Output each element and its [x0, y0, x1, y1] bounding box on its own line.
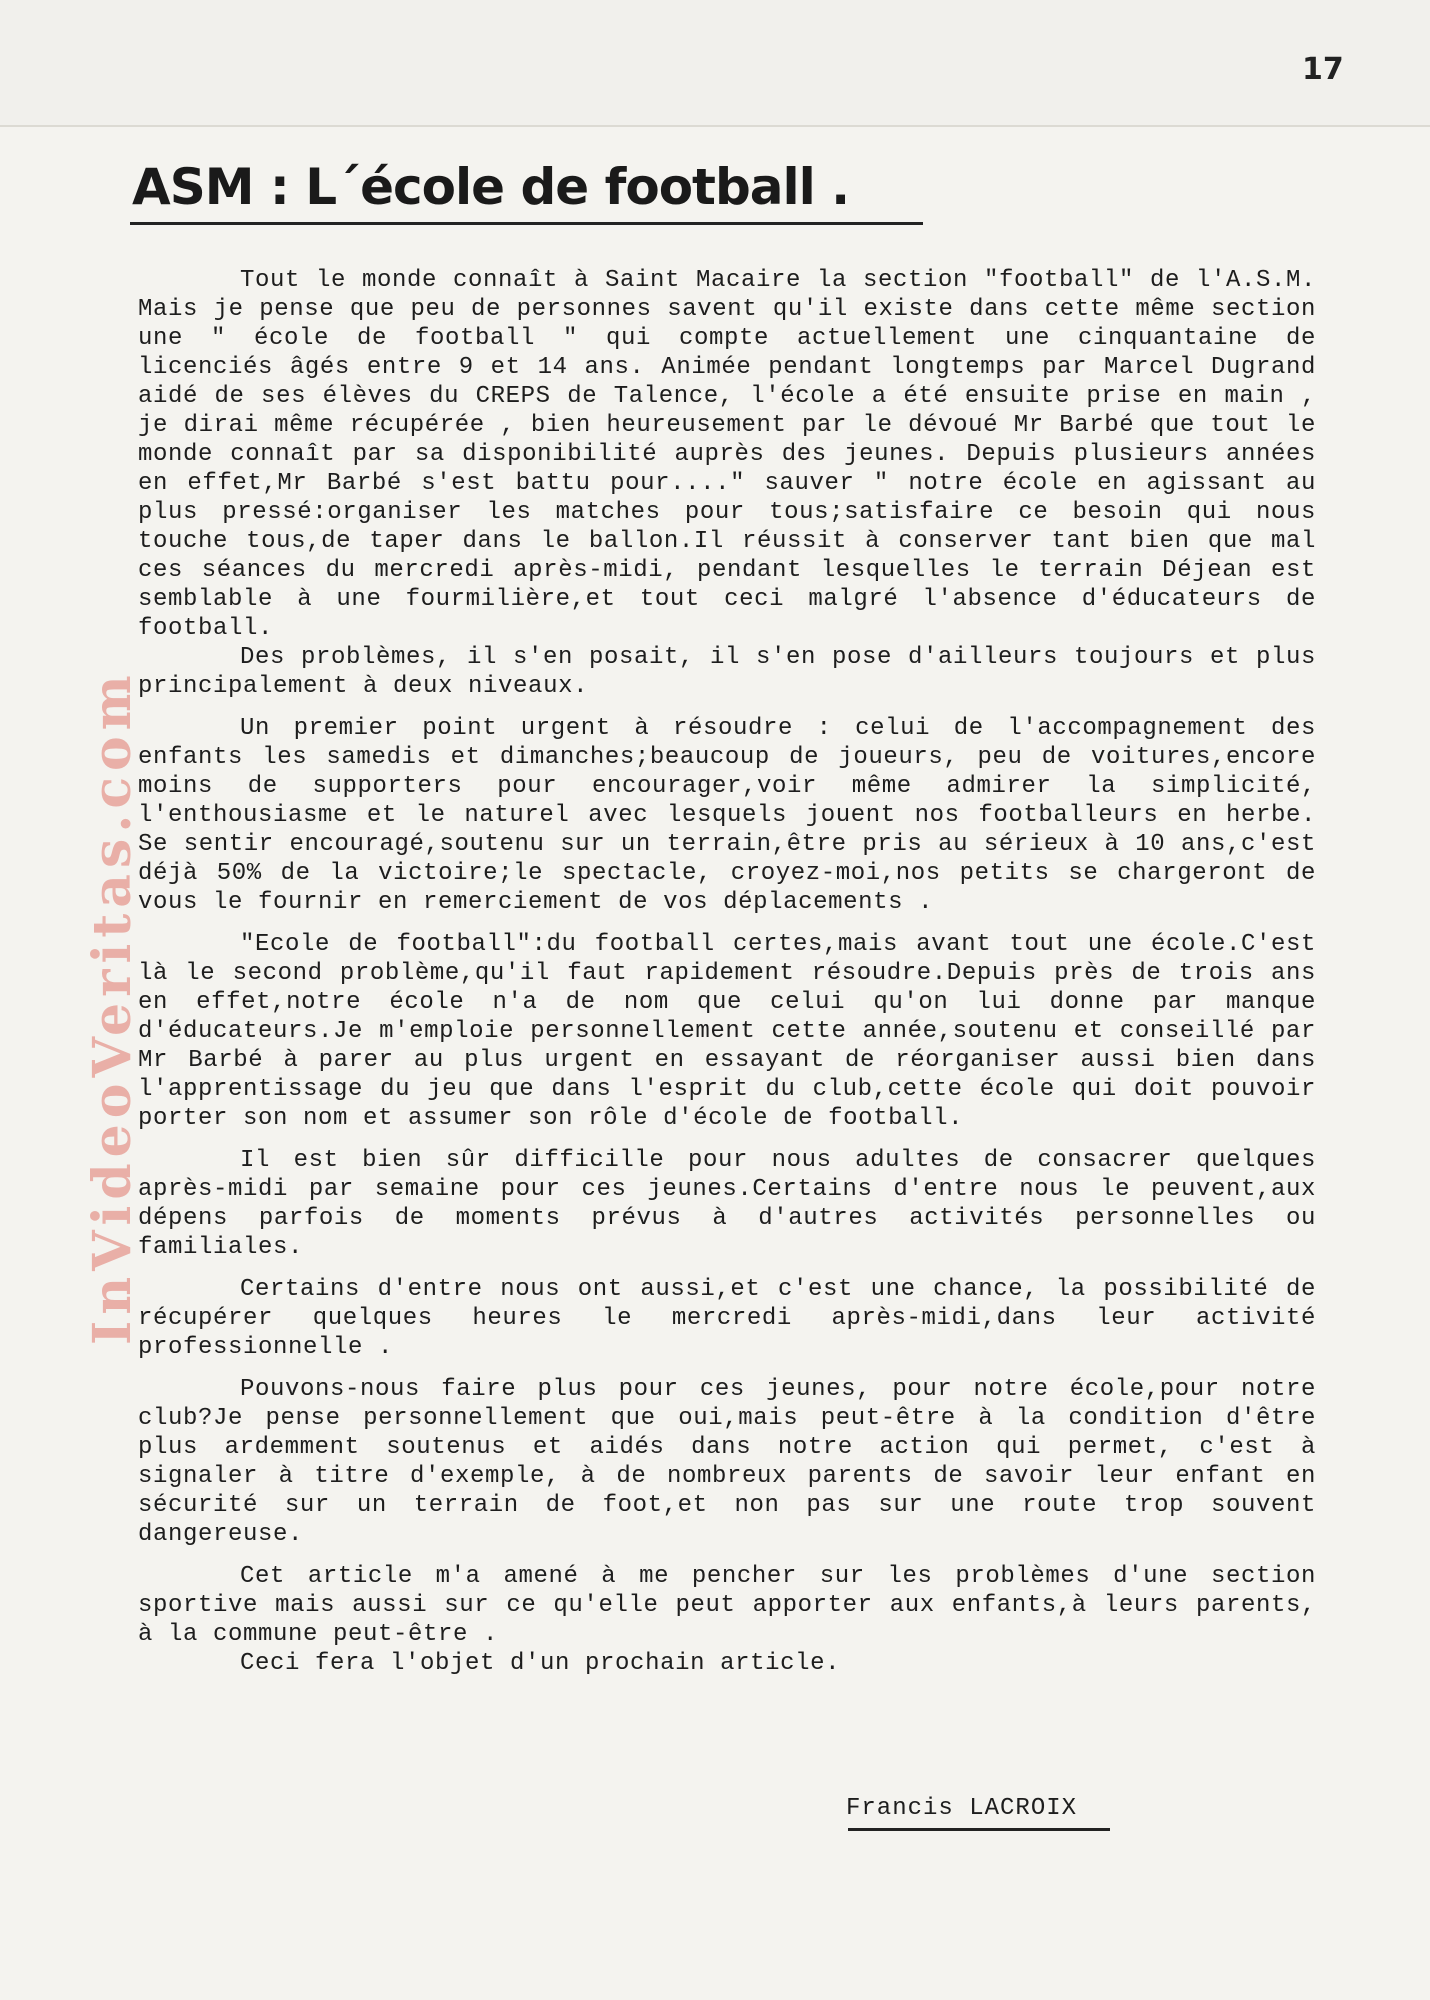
title-underline [130, 222, 923, 225]
paragraph: Pouvons-nous faire plus pour ces jeunes, pour notre école,pour notre club?Je pense personnellement que oui,mais peut-être à la condition d'être plus ardemment soutenus et aidés dans notre action qui permet, c'est à signaler à titre d'exemple, à de nombreux parents de savoir leur enfant en sécurité sur un terrain de foot,et non pas sur une route trop souvent dangereuse. [138, 1376, 1316, 1548]
paragraph: Ceci fera l'objet d'un prochain article. [240, 1650, 841, 1677]
paragraph: Un premier point urgent à résoudre : celui de l'accompagnement des enfants les samedis et dimanches;beaucoup de joueurs, peu de voitures,encore moins de supporters pour encourager,voir même admirer la simplicité, l'enthousiasme et le naturel avec lesquels jouent nos footballeurs en herbe. Se sentir encouragé,soutenu sur un terrain,être pris au sérieux à 10 ans,c'est déjà 50% de la victoire;le spectacle, croyez-moi,nos petits se chargeront de vous le fournir en remerciement de vos déplacements . [138, 715, 1316, 916]
author-signature: Francis LACROIX [846, 1795, 1078, 1822]
paragraph: Des problèmes, il s'en posait, il s'en pose d'ailleurs toujours et plus principalement à deux niveaux. [138, 644, 1316, 700]
page-number: 17 [1302, 52, 1344, 87]
paragraph: Il est bien sûr difficille pour nous adultes de consacrer quelques après-midi par semaine pour ces jeunes.Certains d'entre nous le peuvent,aux dépens parfois de moments prévus à d'autres activités personnelles ou familiales. [138, 1147, 1316, 1261]
watermark: InVideoVeritas.com [82, 669, 143, 1345]
paragraph: Certains d'entre nous ont aussi,et c'est une chance, la possibilité de récupérer quelques heures le mercredi après-midi,dans leur activité professionnelle . [138, 1276, 1316, 1361]
paragraph: Tout le monde connaît à Saint Macaire la section "football" de l'A.S.M. Mais je pense que peu de personnes savent qu'il existe dans cette même section une " école de football " qui compte actuellement une cinquantaine de licenciés âgés entre 9 et 14 ans. Animée pendant longtemps par Marcel Dugrand aidé de ses élèves du CREPS de Talence, l'école a été ensuite prise en main , je dirai même récupérée , bien heureusement par le dévoué Mr Barbé que tout le monde connaît par sa disponibilité auprès des jeunes. Depuis plusieurs années en effet,Mr Barbé s'est battu pour...." sauver " notre école en agissant au plus pressé:organiser les matches pour tous;satisfaire ce besoin qui nous touche tous,de taper dans le ballon.Il réussit à conserver tant bien que mal ces séances du mercredi après-midi, pendant lesquelles le terrain Déjean est semblable à une fourmilière,et tout ceci malgré l'absence d'éducateurs de football. [138, 267, 1316, 642]
signature-underline [848, 1828, 1110, 1831]
page-top-strip [0, 0, 1430, 127]
paragraph: "Ecole de football":du football certes,mais avant tout une école.C'est là le second problème,qu'il faut rapidement résoudre.Depuis près de trois ans en effet,notre école n'a de nom que celui qu'on lui donne par manque d'éducateurs.Je m'emploie personnellement cette année,soutenu et conseillé par Mr Barbé à parer au plus urgent en essayant de réorganiser aussi bien dans l'apprentissage du jeu que dans l'esprit du club,cette école qui doit pouvoir porter son nom et assumer son rôle d'école de football. [138, 931, 1316, 1132]
article-title: ASM : L´école de football . [132, 158, 850, 216]
paragraph: Cet article m'a amené à me pencher sur les problèmes d'une section sportive mais aussi sur ce qu'elle peut apporter aux enfants,à leurs parents, à la commune peut-être . [138, 1563, 1316, 1648]
article-body [138, 266, 1316, 1678]
